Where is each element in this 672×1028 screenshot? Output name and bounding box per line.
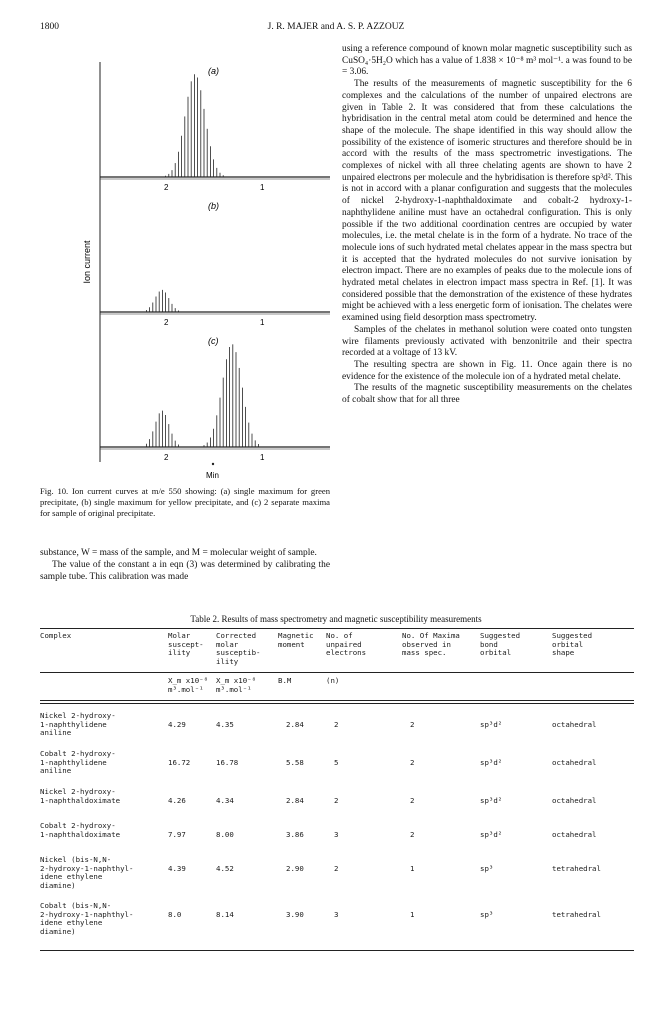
table-cell: 8.00 [216,829,234,839]
table-cell: 2 [410,719,415,729]
table-cell: 5.58 [286,757,304,767]
tick-label: 2 [164,453,169,462]
figure-caption: Fig. 10. Ion current curves at m/e 550 showing: (a) single maximum for green precipitate, (b) single maximum for yellow precipitate, and (c) 2 separate maxima for sample of original precipitate. [40,486,330,518]
table-cell: 4.52 [216,863,234,873]
complex-name: Cobalt 2-hydroxy- 1-naphthylidene aniline [40,749,116,776]
panel-label: (a) [208,66,219,76]
table-rule [40,950,634,951]
running-head: J. R. MAJER and A. S. P. AZZOUZ [267,22,405,32]
table-cell: octahedral [552,757,597,767]
table-cell: octahedral [552,719,597,729]
table-cell: 3.90 [286,909,304,919]
table-cell: 2 [334,719,339,729]
table-cell: 8.0 [168,909,182,919]
unit-label: X_m x10⁻⁸ m³.mol⁻¹ [216,676,257,694]
column-header: Suggested orbital shape [552,631,593,658]
unit-label: B.M [278,676,292,685]
table-cell: octahedral [552,795,597,805]
table-caption: Table 2. Results of mass spectrometry and magnetic susceptibility measurements [190,614,482,624]
table-cell: 3 [334,829,339,839]
table-rule [40,672,634,673]
table-cell: 2 [410,829,415,839]
table-cell: 2 [334,863,339,873]
table-cell: 2 [410,757,415,767]
tick-label: 2 [164,183,169,192]
unit-label: (n) [326,676,340,685]
complex-name: Cobalt 2-hydroxy- 1-naphthaldoximate [40,821,121,839]
table-cell: 7.97 [168,829,186,839]
table-rule [40,628,634,629]
paragraph: Samples of the chelates in methanol solution were coated onto tungsten wire filaments previously activated with benzonitrile and their spectra recorded at a voltage of 13 kV. [342,324,632,359]
table-cell: octahedral [552,829,597,839]
table-rule [40,700,634,701]
table-cell: tetrahedral [552,909,601,919]
x-axis-label: Min [206,471,219,480]
y-axis-label: Ion current [82,240,92,284]
column-header: Corrected molar susceptib- ility [216,631,261,666]
tick-label: 1 [260,318,265,327]
column-header: No. of unpaired electrons [326,631,367,658]
table-cell: 2.84 [286,795,304,805]
paragraph: The resulting spectra are shown in Fig. 11. Once again there is no evidence for the existence of the molecule ion of a hydrated metal chelate. [342,359,632,382]
tick-label: 2 [164,318,169,327]
table-cell: 2 [334,795,339,805]
table-cell: 2 [410,795,415,805]
paragraph: substance, W = mass of the sample, and M = molecular weight of sample. [40,548,317,558]
paragraph: The results of the measurements of magnetic susceptibility for the 6 complexes and the calculations of the number of unpaired electrons are given in Table 2. It was considered that from these calculations the hybridisation in the central metal atom could be determined and hence the shape of the molecule. The shape identified in this way should allow the possibility of the existence of isomeric structures and therefore should be in accord with the results of the mass spectrometric investigations. The complexes of nickel with all three chelating agents are shown to have 2 unpaired electrons per molecule and the hybridisation is therefore sp³d². This is not in accord with a planar configuration and suggests that the molecules of nickel 2-hydroxy-1-naphthaldoximate and cobalt-2 hydroxy-1-naphthylidene aniline must have an octahedral configuration. This is only possible if the two additional coordination centres are occupied by water molecules, i.e. the metal chelate is in the form of a hydrate. No trace of the molecule ions of such hydrated metal chelates appear in the mass spectra but it is accepted that the hydrated molecules do not survive ionisation by electron impact. There are no examples of peaks due to the molecule ions of hydrated metal chelates in electron impact mass spectra in Ref. [1]. It was considered possible that the demonstration of the existence of these hydrates might be achieved with a less energetic form of ionisation. The chelates were examined using field desorption mass spectrometry. [342,79,632,324]
table-cell: 2.90 [286,863,304,873]
paragraph: The value of the constant a in eqn (3) was determined by calibrating the sample tube. This calibration was made [40,559,330,582]
table-rule [40,703,634,704]
panel-label: (c) [208,336,219,346]
unit-label: X_m x10⁻⁸ m³.mol⁻¹ [168,676,209,694]
table-cell: sp³d² [480,829,503,839]
table-cell: 5 [334,757,339,767]
column-header: Magnetic moment [278,631,314,649]
table-cell: 3.86 [286,829,304,839]
marker-dot [212,463,214,465]
table-cell: 4.34 [216,795,234,805]
table-cell: 16.78 [216,757,239,767]
tick-label: 1 [260,183,265,192]
paragraph: using a reference compound of known molar magnetic susceptibility such as CuSO₄·5H₂O which has a value of 1.838 × 10⁻⁸ m³ mol⁻¹. a was found to be = 3.06. [342,44,632,78]
complex-name: Cobalt (bis-N,N- 2-hydroxy-1-naphthyl- idene ethylene diamine) [40,901,134,936]
left-column-text [40,548,330,583]
table-cell: 4.26 [168,795,186,805]
table-cell: 1 [410,909,415,919]
table-cell: sp³d² [480,719,503,729]
panel-label: (b) [208,201,219,211]
table-cell: 16.72 [168,757,191,767]
table-cell: sp³ [480,909,494,919]
complex-name: Nickel 2-hydroxy- 1-naphthaldoximate [40,787,121,805]
tick-label: 1 [260,453,265,462]
ion-current-figure [40,62,330,482]
table-cell: sp³ [480,863,494,873]
column-header: Complex [40,631,72,640]
page-header [40,22,632,36]
column-header: No. Of Maxima observed in mass spec. [402,631,460,658]
column-header: Suggested bond orbital [480,631,521,658]
page-number: 1800 [40,22,59,32]
table-cell: 2.84 [286,719,304,729]
table-cell: 4.35 [216,719,234,729]
table-cell: 3 [334,909,339,919]
paragraph: The results of the magnetic susceptibility measurements on the chelates of cobalt show that for all three [342,383,632,406]
table-cell: sp³d² [480,795,503,805]
table-cell: tetrahedral [552,863,601,873]
table-cell: 4.39 [168,863,186,873]
complex-name: Nickel 2-hydroxy- 1-naphthylidene aniline [40,711,116,738]
table-cell: 1 [410,863,415,873]
table-cell: 4.29 [168,719,186,729]
table-cell: sp³d² [480,757,503,767]
complex-name: Nickel (bis-N,N- 2-hydroxy-1-naphthyl- idene ethylene diamine) [40,855,134,890]
column-header: Molar suscept- ility [168,631,204,658]
right-column-text [342,44,632,407]
table-cell: 8.14 [216,909,234,919]
